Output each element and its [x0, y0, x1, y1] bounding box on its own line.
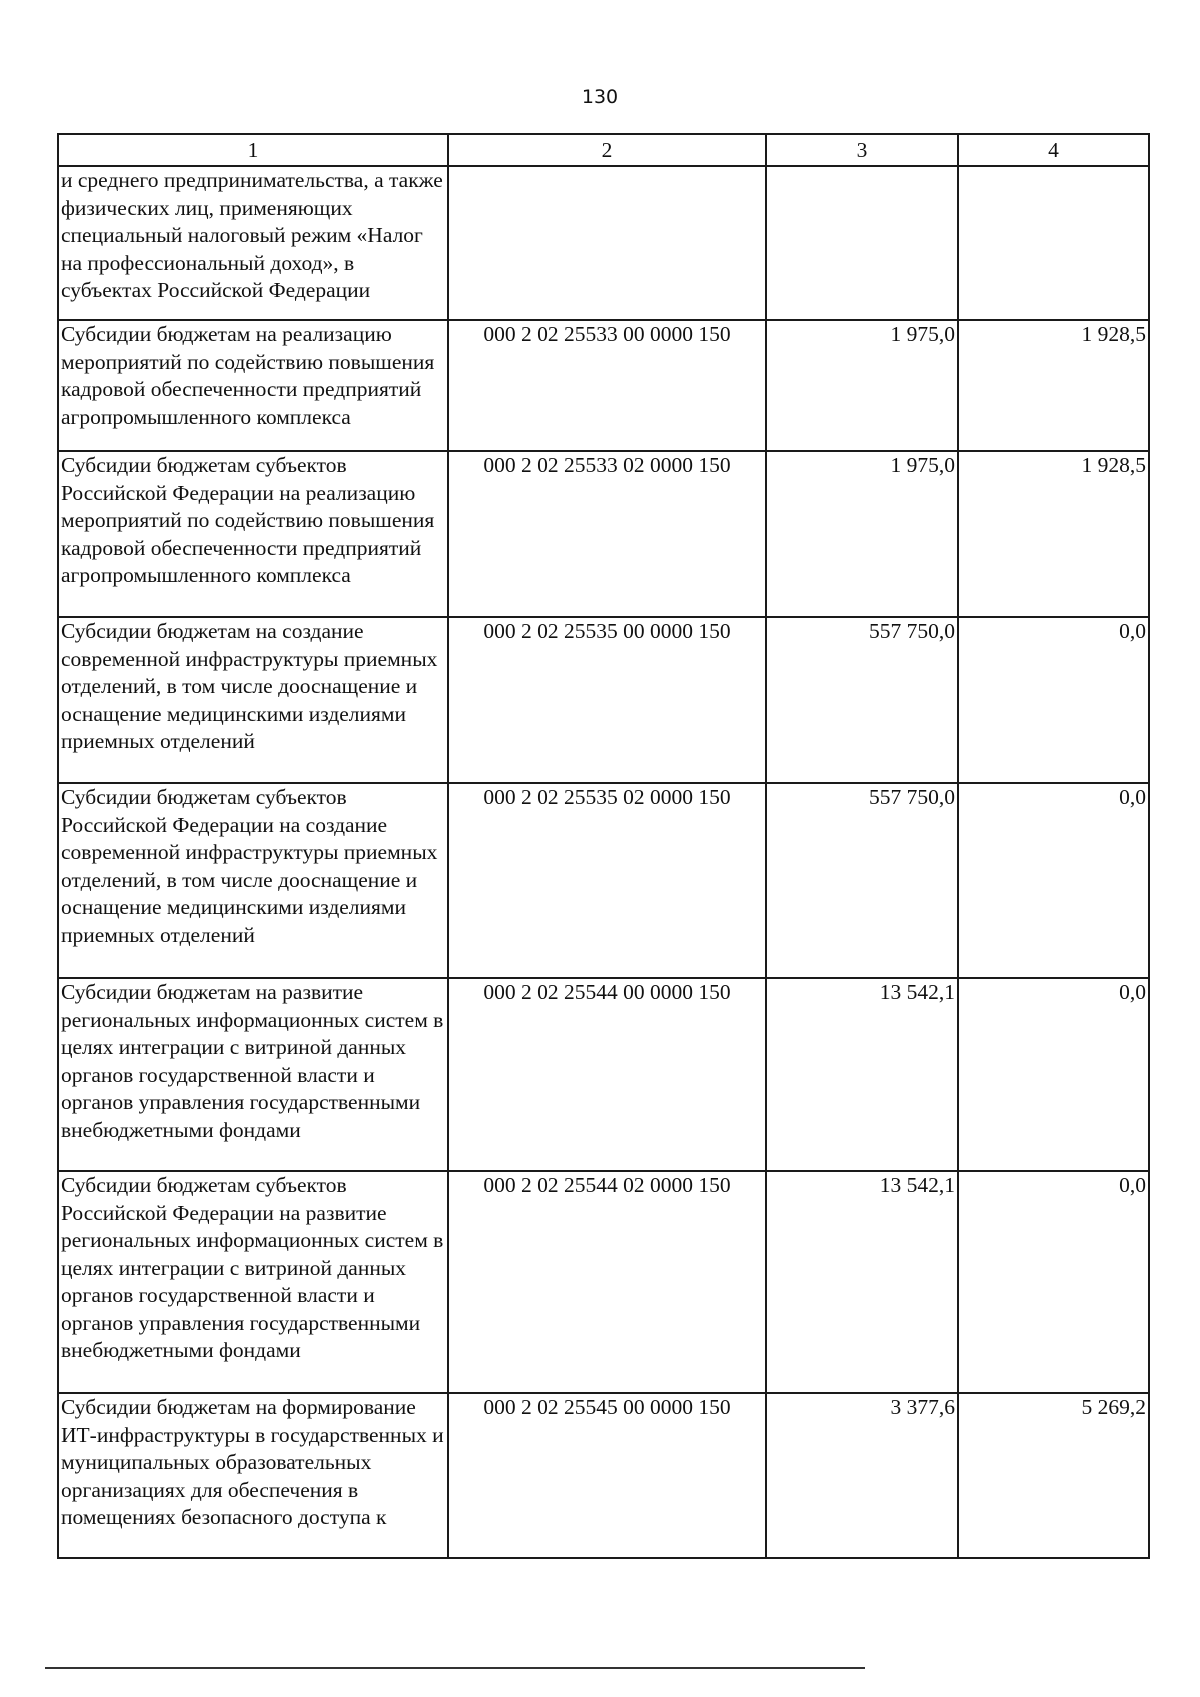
row-value-3 — [766, 166, 958, 320]
table-row — [58, 1393, 1149, 1558]
row-value-4: 0,0 — [958, 617, 1149, 783]
row-code: 000 2 02 25533 00 0000 150 — [448, 320, 766, 451]
header-col-3: 3 — [766, 134, 958, 166]
header-col-1: 1 — [58, 134, 448, 166]
row-name: Субсидии бюджетам на реализацию мероприятий по содействию повышения кадровой обеспеченности предприятий агропромышленного комплекса — [58, 320, 448, 451]
header-row — [58, 134, 1149, 166]
row-name: Субсидии бюджетам на создание современной инфраструктуры приемных отделений, в том числе дооснащение и оснащение медицинскими изделиями приемных отделений — [58, 617, 448, 783]
row-code: 000 2 02 25533 02 0000 150 — [448, 451, 766, 617]
budget-table — [57, 133, 1150, 1559]
footer-rule — [45, 1667, 865, 1669]
row-value-3: 1 975,0 — [766, 451, 958, 617]
table-row — [58, 1171, 1149, 1393]
row-value-4: 0,0 — [958, 783, 1149, 978]
row-name: и среднего предпринимательства, а также физических лиц, применяющих специальный налоговый режим «Налог на профессиональный доход», в субъектах Российской Федерации — [58, 166, 448, 320]
row-value-3: 13 542,1 — [766, 1171, 958, 1393]
row-code: 000 2 02 25535 02 0000 150 — [448, 783, 766, 978]
row-value-4: 1 928,5 — [958, 320, 1149, 451]
table-row — [58, 783, 1149, 978]
header-col-4: 4 — [958, 134, 1149, 166]
row-code: 000 2 02 25535 00 0000 150 — [448, 617, 766, 783]
table-row — [58, 617, 1149, 783]
table-row — [58, 320, 1149, 451]
table-row — [58, 166, 1149, 320]
row-value-4: 0,0 — [958, 1171, 1149, 1393]
row-code: 000 2 02 25544 00 0000 150 — [448, 978, 766, 1171]
table-row — [58, 978, 1149, 1171]
row-value-3: 13 542,1 — [766, 978, 958, 1171]
page-number: 130 — [581, 86, 619, 108]
header-col-2: 2 — [448, 134, 766, 166]
row-code: 000 2 02 25545 00 0000 150 — [448, 1393, 766, 1558]
row-value-4: 1 928,5 — [958, 451, 1149, 617]
row-name: Субсидии бюджетам на развитие региональных информационных систем в целях интеграции с витриной данных органов государственной власти и органов управления государственными внебюджетными фондами — [58, 978, 448, 1171]
row-name: Субсидии бюджетам на формирование ИТ-инфраструктуры в государственных и муниципальных образовательных организациях для обеспечения в помещениях безопасного доступа к — [58, 1393, 448, 1558]
table-row — [58, 451, 1149, 617]
row-name: Субсидии бюджетам субъектов Российской Федерации на реализацию мероприятий по содействию повышения кадровой обеспеченности предприятий агропромышленного комплекса — [58, 451, 448, 617]
row-value-4: 5 269,2 — [958, 1393, 1149, 1558]
row-value-4 — [958, 166, 1149, 320]
row-code — [448, 166, 766, 320]
row-name: Субсидии бюджетам субъектов Российской Федерации на создание современной инфраструктуры приемных отделений, в том числе дооснащение и оснащение медицинскими изделиями приемных отделений — [58, 783, 448, 978]
row-value-3: 1 975,0 — [766, 320, 958, 451]
row-value-3: 3 377,6 — [766, 1393, 958, 1558]
row-code: 000 2 02 25544 02 0000 150 — [448, 1171, 766, 1393]
row-value-3: 557 750,0 — [766, 783, 958, 978]
row-value-4: 0,0 — [958, 978, 1149, 1171]
row-name: Субсидии бюджетам субъектов Российской Федерации на развитие региональных информационных систем в целях интеграции с витриной данных органов государственной власти и органов управления государственными внебюджетными фондами — [58, 1171, 448, 1393]
row-value-3: 557 750,0 — [766, 617, 958, 783]
